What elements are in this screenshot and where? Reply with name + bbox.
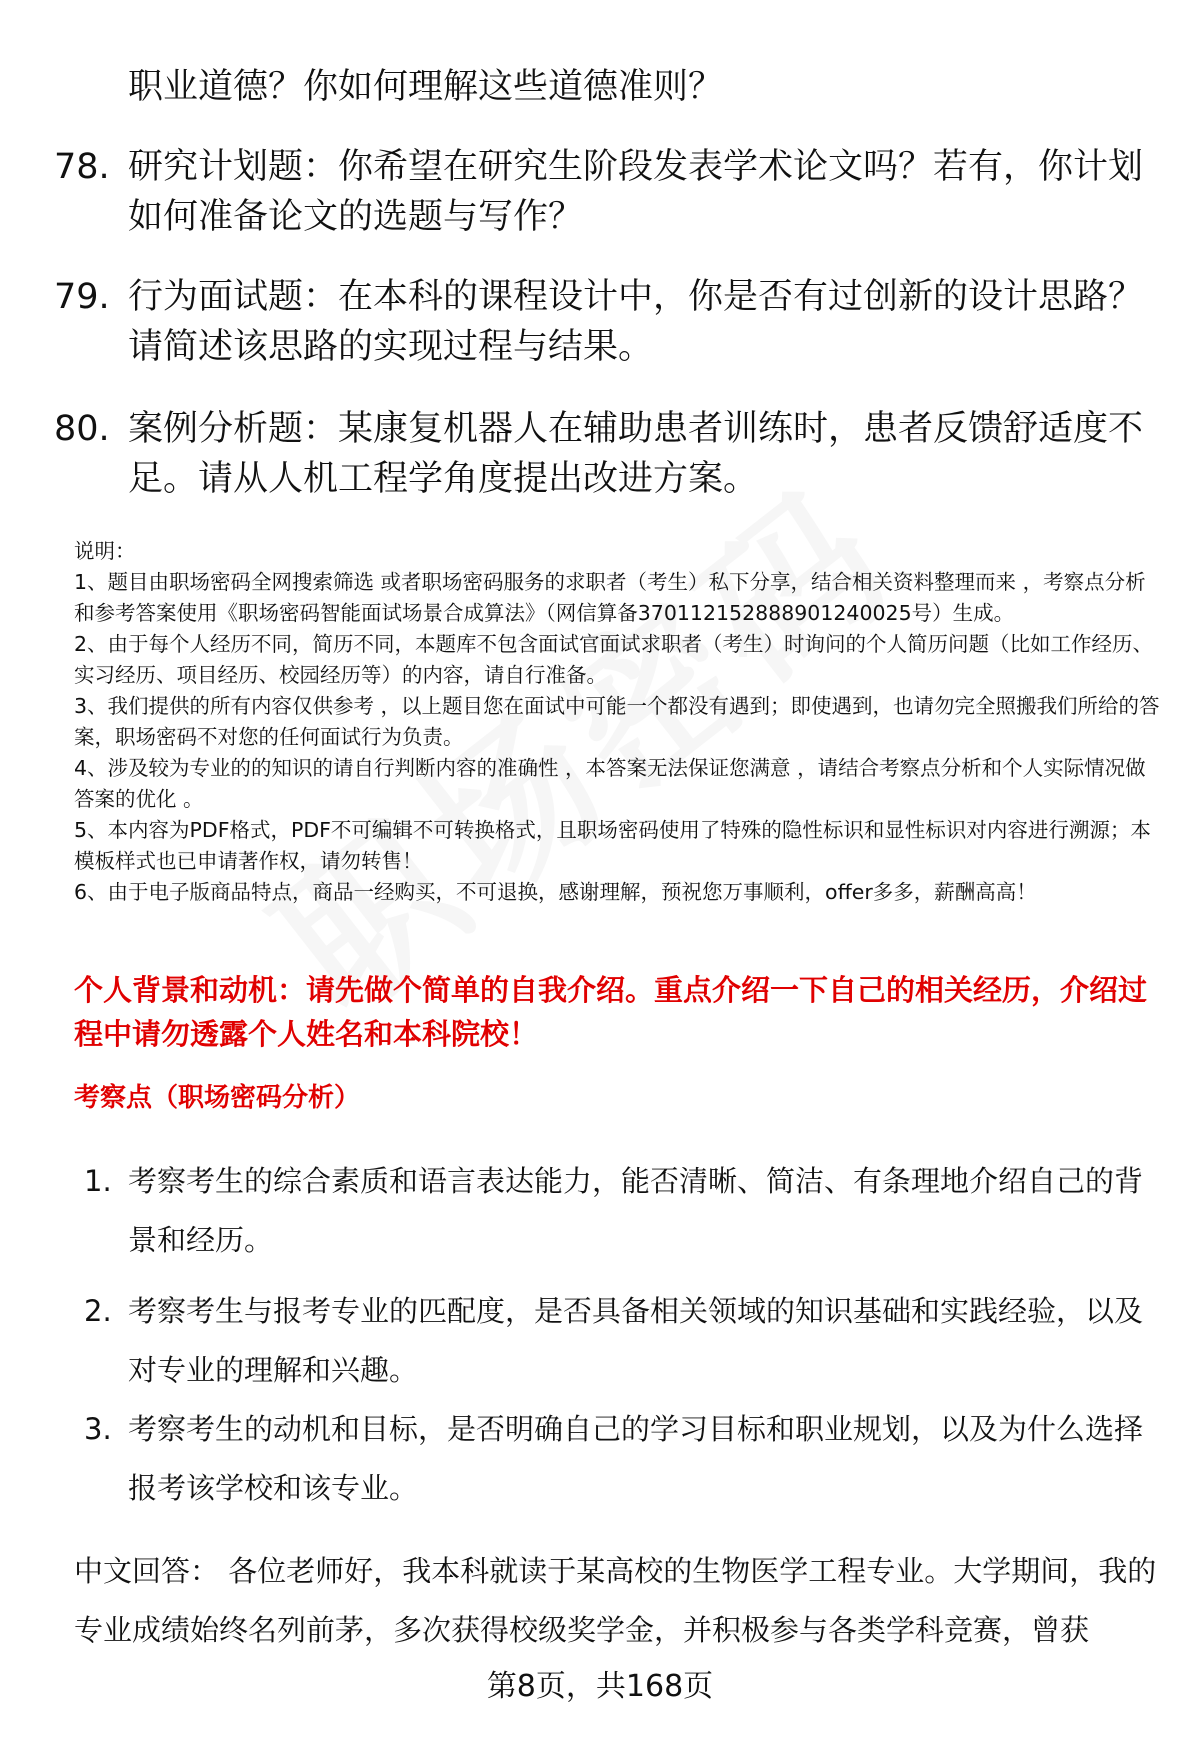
question-78 [54,142,1164,242]
note-item: 5、本内容为PDF格式，PDF不可编辑不可转换格式，且职场密码使用了特殊的隐性标识和显性标识对内容进行溯源；本模板样式也已申请著作权，请勿转售！ [74,818,1151,873]
analysis-point-1 [84,1152,1164,1270]
question-80 [54,404,1164,504]
section-title: 个人背景和动机：请先做个简单的自我介绍。重点介绍一下自己的相关经历，介绍过程中请勿透露个人姓名和本科院校！ [74,973,1148,1051]
analysis-title: 考察点（职场密码分析） [74,1083,361,1113]
analysis-point-2 [84,1282,1164,1400]
question-79 [54,272,1164,372]
note-item: 6、由于电子版商品特点，商品一经购买，不可退换，感谢理解，预祝您万事顺利，offer多多，薪酬高高！ [74,880,1037,904]
question-number: 80. [54,409,110,449]
page-footer: 第8页，共168页 [486,1669,714,1704]
answer-text: 中文回答： 各位老师好，我本科就读于某高校的生物医学工程专业。大学期间，我的专业成绩始终名列前茅，多次获得校级奖学金，并积极参与各类学科竞赛，曾获 [74,1554,1157,1647]
point-number: 2. [84,1294,112,1328]
note-item: 3、我们提供的所有内容仅供参考 ，以上题目您在面试中可能一个都没有遇到；即使遇到，也请勿完全照搬我们所给的答案，职场密码不对您的任何面试行为负责。 [74,694,1160,749]
point-number: 3. [84,1412,112,1446]
analysis-point-3 [84,1400,1164,1518]
question-number: 79. [54,277,110,317]
note-item: 2、由于每个人经历不同，简历不同，本题库不包含面试官面试求职者（考生）时询问的个人简历问题（比如工作经历、实习经历、项目经历、校园经历等）的内容，请自行准备。 [74,632,1154,687]
point-number: 1. [84,1164,112,1198]
question-number: 78. [54,147,110,187]
point-text: 考察考生与报考专业的匹配度，是否具备相关领域的知识基础和实践经验，以及对专业的理解和兴趣。 [128,1294,1144,1387]
notes-block [74,536,1164,908]
question-text: 案例分析题：某康复机器人在辅助患者训练时，患者反馈舒适度不足。请从人机工程学角度提出改进方案。 [128,409,1144,499]
note-item: 1、题目由职场密码全网搜索筛选 或者职场密码服务的求职者（考生）私下分享，结合相关资料整理而来 ，考察点分析和参考答案使用《职场密码智能面试场景合成算法》（网信算备370112152888901240025号）生成。 [74,570,1146,625]
question-text: 行为面试题：在本科的课程设计中，你是否有过创新的设计思路？请简述该思路的实现过程与结果。 [128,277,1144,367]
notes-title: 说明： [74,539,136,563]
point-text: 考察考生的动机和目标，是否明确自己的学习目标和职业规划，以及为什么选择报考该学校和该专业。 [128,1412,1144,1505]
point-text: 考察考生的综合素质和语言表达能力，能否清晰、简洁、有条理地介绍自己的背景和经历。 [128,1164,1144,1257]
question-text: 研究计划题：你希望在研究生阶段发表学术论文吗？若有，你计划如何准备论文的选题与写作？ [128,147,1144,237]
note-item: 4、涉及较为专业的的知识的请自行判断内容的准确性 ，本答案无法保证您满意 ，请结合考察点分析和个人实际情况做答案的优化 。 [74,756,1146,811]
question-continuation: 职业道德？你如何理解这些道德准则？ [128,67,724,107]
